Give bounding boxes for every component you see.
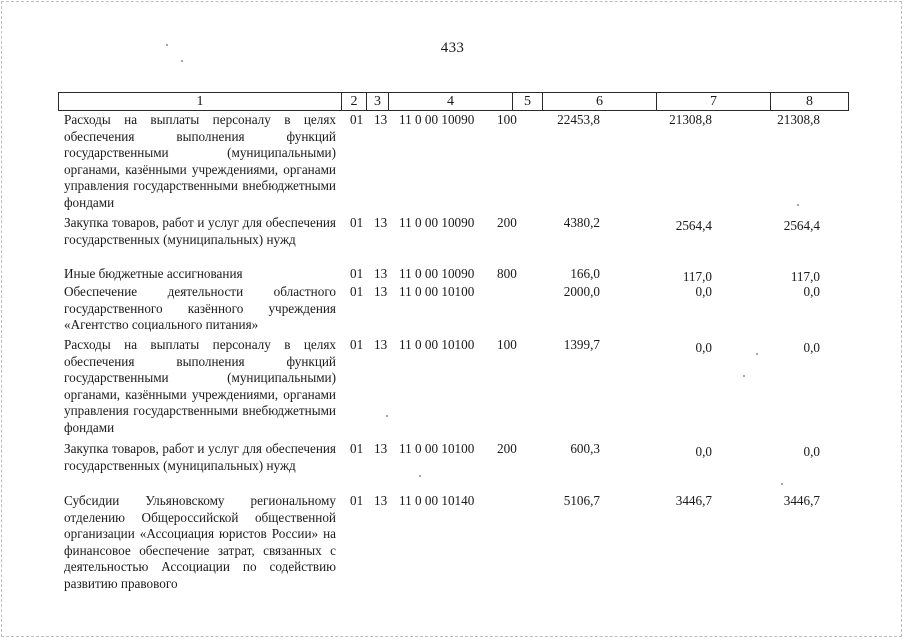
row-amount-col6: 600,3 [570, 441, 600, 456]
row-description: Закупка товаров, работ и услуг для обеспечения государственных (муниципальных) нужд [64, 215, 336, 247]
row-amount-col8: 3446,7 [783, 493, 820, 508]
scan-speck [743, 375, 745, 377]
scan-speck [781, 483, 783, 485]
row-amount-col8: 117,0 [790, 269, 820, 284]
table-header [58, 92, 849, 111]
row-target-article-code: 11 0 00 10090 [399, 215, 475, 230]
row-expense-type-code: 100 [497, 337, 517, 352]
row-description: Расходы на выплаты персоналу в целях обеспечения выполнения функций государственными (муниципальными) органами, казёнными учреждениями, органами управления государственными внебюджетными фондами [64, 337, 336, 435]
row-amount-col6: 2000,0 [563, 284, 600, 299]
column-header-3: 3 [367, 93, 389, 110]
row-section-code: 01 [350, 112, 364, 127]
row-amount-col7: 0,0 [695, 284, 712, 299]
row-amount-col8: 0,0 [803, 284, 820, 299]
scan-speck [181, 60, 183, 62]
row-amount-col7: 3446,7 [675, 493, 712, 508]
row-amount-col6: 166,0 [570, 266, 600, 281]
row-section-code: 01 [350, 493, 364, 508]
row-amount-col7: 0,0 [695, 444, 712, 459]
column-header-8: 8 [806, 94, 813, 109]
row-target-article-code: 11 0 00 10100 [399, 441, 475, 456]
row-amount-col8: 0,0 [803, 444, 820, 459]
row-amount-col7: 117,0 [682, 269, 712, 284]
row-description: Обеспечение деятельности областного государственного казённого учреждения «Агентство социального питания» [64, 284, 336, 332]
row-description: Субсидии Ульяновскому региональному отделению Общероссийской общественной организации «Ассоциация юристов России» на финансовое обеспечение затрат, связанных с деятельностью Ассоциации по содействию развитию правового [64, 493, 336, 591]
scan-speck [756, 353, 758, 355]
row-target-article-code: 11 0 00 10100 [399, 284, 475, 299]
row-target-article-code: 11 0 00 10100 [399, 337, 475, 352]
column-header-7: 7 [657, 93, 771, 110]
column-header-4: 4 [389, 93, 513, 110]
column-header-2: 2 [342, 93, 367, 110]
row-amount-col6: 5106,7 [563, 493, 600, 508]
row-section-code: 01 [350, 337, 364, 352]
row-section-code: 01 [350, 441, 364, 456]
row-section-code: 01 [350, 266, 364, 281]
scan-speck [419, 475, 421, 477]
row-expense-type-code: 100 [497, 112, 517, 127]
row-amount-col8: 21308,8 [777, 112, 820, 127]
column-header-6: 6 [543, 93, 657, 110]
row-section-code: 01 [350, 284, 364, 299]
row-target-article-code: 11 0 00 10090 [399, 266, 475, 281]
row-expense-type-code: 200 [497, 441, 517, 456]
column-header-1: 1 [59, 93, 342, 110]
row-subsection-code: 13 [374, 337, 388, 352]
row-expense-type-code: 200 [497, 215, 517, 230]
row-amount-col7: 21308,8 [669, 112, 712, 127]
row-description: Закупка товаров, работ и услуг для обеспечения государственных (муниципальных) нужд [64, 441, 336, 473]
row-subsection-code: 13 [374, 284, 388, 299]
row-subsection-code: 13 [374, 112, 388, 127]
column-header-5: 5 [513, 93, 543, 110]
row-expense-type-code: 800 [497, 266, 517, 281]
scan-speck [386, 415, 388, 417]
row-amount-col7: 2564,4 [675, 218, 712, 233]
page-number: 433 [440, 40, 465, 56]
row-subsection-code: 13 [374, 441, 388, 456]
row-amount-col8: 0,0 [803, 340, 820, 355]
row-amount-col8: 2564,4 [783, 218, 820, 233]
row-amount-col6: 1399,7 [563, 337, 600, 352]
row-subsection-code: 13 [374, 215, 388, 230]
row-subsection-code: 13 [374, 266, 388, 281]
row-description: Расходы на выплаты персоналу в целях обеспечения выполнения функций государственными (муниципальными) органами, казёнными учреждениями, органами управления государственными внебюджетными фондами [64, 112, 336, 210]
row-target-article-code: 11 0 00 10140 [399, 493, 475, 508]
row-description: Иные бюджетные ассигнования [64, 266, 243, 281]
row-target-article-code: 11 0 00 10090 [399, 112, 475, 127]
row-amount-col6: 4380,2 [563, 215, 600, 230]
row-amount-col7: 0,0 [695, 340, 712, 355]
row-subsection-code: 13 [374, 493, 388, 508]
row-section-code: 01 [350, 215, 364, 230]
row-amount-col6: 22453,8 [557, 112, 600, 127]
scan-speck [166, 44, 168, 46]
scan-speck [797, 204, 799, 206]
